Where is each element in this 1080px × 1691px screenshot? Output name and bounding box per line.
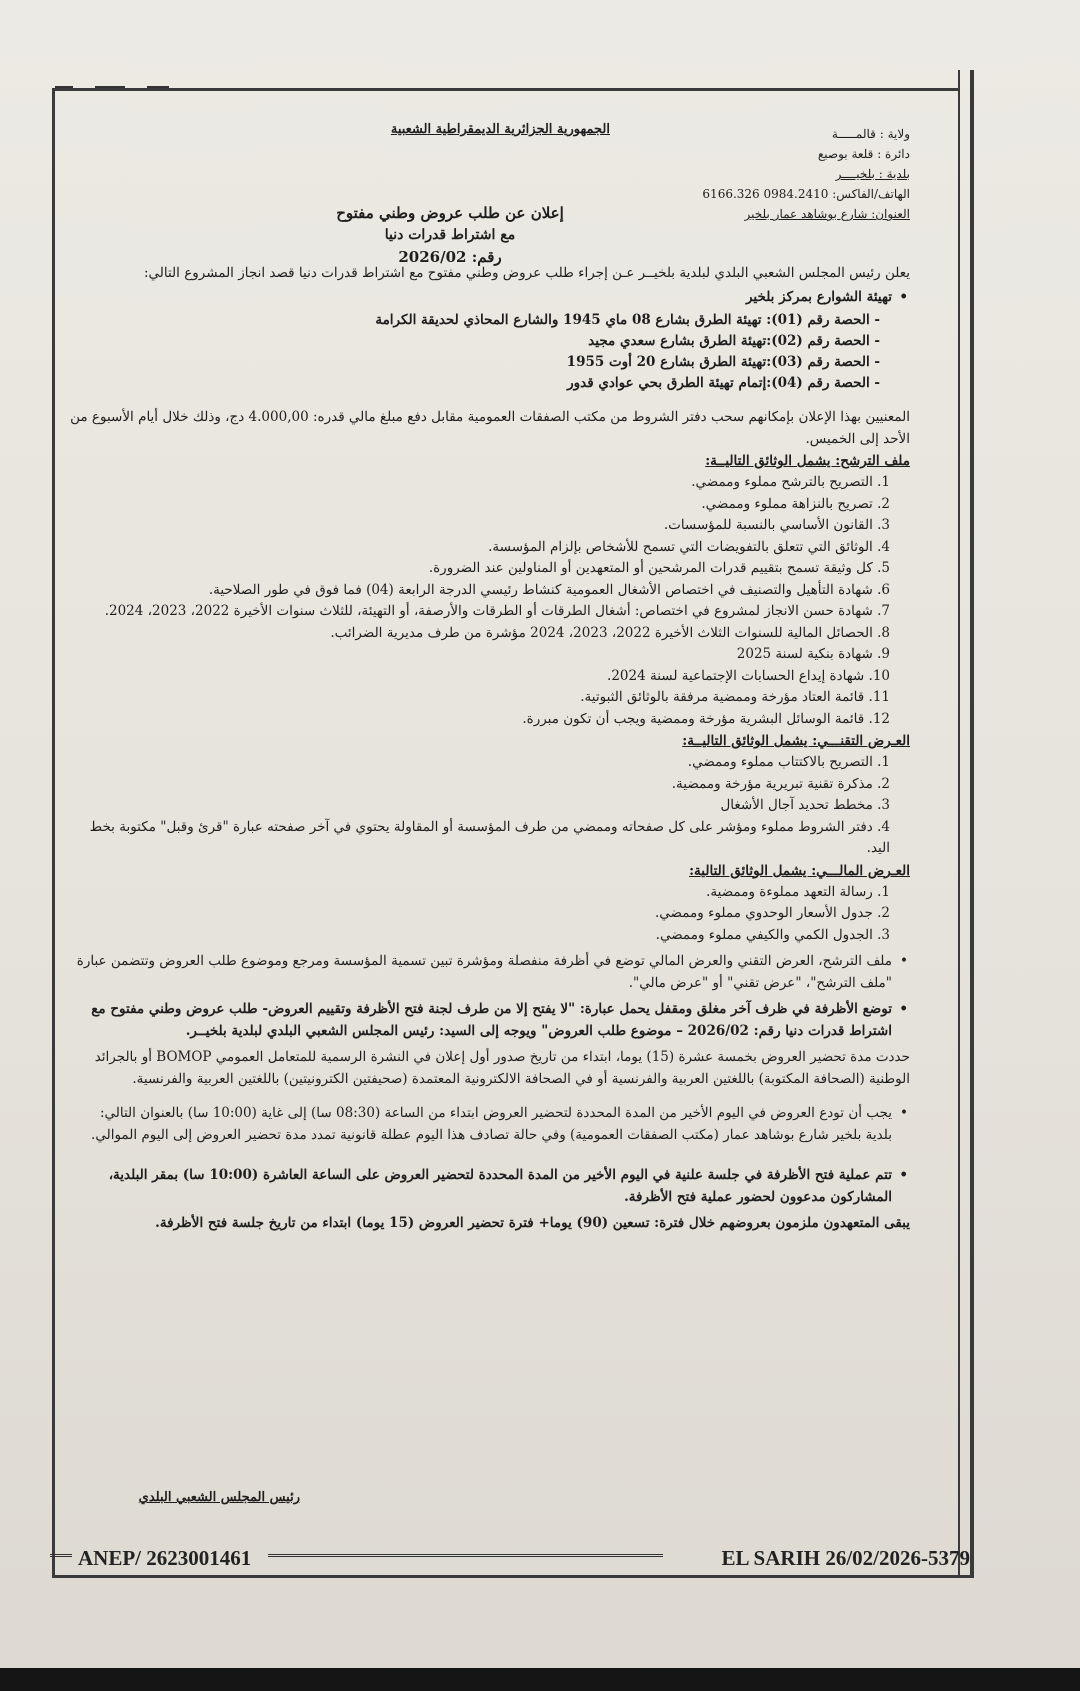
frame-top [52, 88, 960, 91]
list-item: 5. كل وثيقة تسمح بتقييم قدرات المرشحين أو المتعهدين أو المناولين عند الضرورة. [428, 560, 890, 576]
phone-line: الهاتف/الفاكس: 0984.2410 6166.326 [702, 187, 910, 201]
lots-list [70, 310, 910, 394]
financial-list [70, 882, 910, 947]
footer-rule-middle [268, 1554, 663, 1561]
lot-item: - الحصة رقم (04):إتمام تهيئة الطرق بحي عوادي قدور [567, 375, 880, 391]
daira-line: دائرة : قلعة بوصبع [817, 147, 910, 161]
frame-left [52, 88, 55, 1578]
notice-body [70, 262, 910, 1234]
footer-rule-left [50, 1554, 72, 1561]
lot-item: - الحصة رقم (01): تهيئة الطرق بشارع 08 ماي 1945 والشارع المحاذي لحديقة الكرامة [375, 312, 880, 328]
duration-paragraph: حددت مدة تحضير العروض بخمسة عشرة (15) يوما، ابتداء من تاريخ صدور أول إعلان في النشرة الرسمية للمتعامل العمومي BOMOP أو بالجرائد الوطنية (الصحافة المكتوبة) باللغتين العربية والفرنسية أو في الصحافة الالكترونية المعتمدة (صحيفتين الكترونيتين) باللغتين العربية والفرنسية. [94, 1049, 910, 1087]
frame-right [970, 70, 974, 1578]
intro-paragraph: يعلن رئيس المجلس الشعبي البلدي لبلدية بلخيــر عـن إجراء طلب عروض وطني مفتوح مع اشتراط قدرات دنيا قصد انجاز المشروع التالي: [143, 265, 910, 281]
lot-item: - الحصة رقم (03):تهيئة الطرق بشارع 20 أوت 1955 [566, 354, 880, 370]
list-item: 11. قائمة العتاد مؤرخة وممضية مرفقة بالوثائق الثبوتية. [580, 689, 890, 705]
list-item: 6. شهادة التأهيل والتصنيف في اختصاص الأشغال العمومية كنشاط رئيسي الدرجة الرابعة (04) فما فوق في طور الصلاحية. [208, 581, 890, 598]
list-item: 7. شهادة حسن الانجاز لمشروع في اختصاص: أشغال الطرقات أو الطرقات والأرصفة، أو التهيئة، للثلاث سنوات الأخيرة 2022، 2023، 2024. [104, 603, 890, 619]
list-item: 1. التصريح بالاكتتاب مملوء وممضي. [687, 754, 890, 770]
top-print-marks [55, 76, 205, 81]
list-item: 8. الحصائل المالية للسنوات الثلاث الأخيرة 2022، 2023، 2024 مؤشرة من طرف مديرية الضرائب. [330, 624, 890, 641]
envelopes-paragraph-1: • ملف الترشح، العرض التقني والعرض المالي توضع في أظرفة منفصلة ومؤشرة تبين تسمية المؤسسة ومرجع وموضوع طلب العروض وتتضمن عبارة "ملف الترشح"، "عرض تقني" أو "عرض مالي". [70, 950, 910, 994]
newspaper-footer [50, 1542, 970, 1574]
list-item: 10. شهادة إيداع الحسابات الإجتماعية لسنة 2024. [607, 667, 890, 684]
republic-title: الجمهورية الجزائرية الديمقراطية الشعبية [390, 122, 610, 137]
anep-reference: ANEP/ 2623001461 [78, 1546, 252, 1570]
opening-paragraph: • تتم عملية فتح الأظرفة في جلسة علنية في اليوم الأخير من المدة المحددة لتحضير العروض على الساعة العاشرة (10:00 سا) بمقر البلدية، المشاركون مدعوون لحضور عملية فتح الأظرفة. [70, 1164, 910, 1208]
frame-bottom [52, 1575, 974, 1578]
list-item: 1. التصريح بالترشح مملوء وممضي. [691, 474, 890, 490]
list-item: 2. مذكرة تقنية تبريرية مؤرخة وممضية. [671, 775, 890, 792]
title-line-1: إعلان عن طلب عروض وطني مفتوح [336, 204, 564, 222]
wilaya-line: ولاية : قالمـــــة [831, 127, 910, 141]
validity-paragraph: يبقى المتعهدون ملزمون بعروضهم خلال فترة: تسعين (90) يوما+ فترة تحضير العروض (15 يوما) ابتداء من تاريخ جلسة فتح الأظرفة. [155, 1215, 910, 1231]
issuer-header [702, 124, 910, 224]
page-edge-shadow [0, 1668, 1080, 1691]
list-item: 2. جدول الأسعار الوحدوي مملوء وممضي. [655, 905, 890, 921]
newspaper-reference: EL SARIH 26/02/2026-5379 [721, 1546, 970, 1570]
deposit-paragraph: • يجب أن تودع العروض في اليوم الأخير من المدة المحددة لتحضير العروض ابتداء من الساعة (08:30 سا) إلى غاية (10:00 سا) بالعنوان التالي: بلدية بلخير شارع بوشاهد عمار (مكتب الصفقات العمومية) وفي حالة تصادف هذا اليوم عطلة قانونية تمدد مدة تحضير العروض إلى اليوم الموالي. [70, 1102, 910, 1146]
list-item: 3. القانون الأساسي بالنسبة للمؤسسات. [663, 517, 890, 533]
commune-line: بلدية : بلخيــــر [835, 167, 910, 181]
list-item: 9. شهادة بنكية لسنة 2025 [736, 646, 890, 662]
tender-notice [70, 110, 910, 1550]
list-item: 3. مخطط تحديد آجال الأشغال [720, 797, 890, 813]
withdrawal-paragraph: المعنيين بهذا الإعلان بإمكانهم سحب دفتر الشروط من مكتب الصفقات العمومية مقابل دفع مبلغ مالي قدره: 4.000,00 دج، وذلك خلال أيام الأسبوع من الأحد إلى الخميس. [70, 409, 910, 447]
financial-title: العـرض المالـــي: يشمل الوثائق التالية: [689, 862, 910, 879]
candidacy-title: ملف الترشح: يشمل الوثائق التاليــة: [705, 453, 910, 469]
list-item: 12. قائمة الوسائل البشرية مؤرخة وممضية ويجب أن تكون مبررة. [522, 710, 890, 727]
project-name: • تهيئة الشوارع بمركز بلخير [70, 286, 910, 308]
technical-list [70, 752, 910, 860]
list-item: 1. رسالة التعهد مملوءة وممضية. [706, 883, 890, 900]
list-item: 4. دفتر الشروط مملوء ومؤشر على كل صفحاته وممضي من طرف المؤسسة أو المقاولة يحتوي في آخر صفحته عبارة "قرئ وقبل" مكتوبة بخط اليد. [89, 818, 890, 856]
list-item: 2. تصريح بالنزاهة مملوء وممضي. [701, 495, 890, 512]
technical-title: العـرض التقنـــي: يشمل الوثائق التاليــة: [682, 733, 910, 749]
lot-item: - الحصة رقم (02):تهيئة الطرق بشارع سعدي مجيد [588, 333, 880, 349]
list-item: 4. الوثائق التي تتعلق بالتفويضات التي تسمح للأشخاص بإلزام المؤسسة. [488, 538, 890, 555]
envelopes-paragraph-2: • توضع الأظرفة في ظرف آخر مغلق ومقفل يحمل عبارة: "لا يفتح إلا من طرف لجنة فتح الأظرفة وتقييم العروض- طلب عروض وطني مفتوح مع اشتراط قدرات دنيا رقم: 2026/02 – موضوع طلب العروض" ويوجه إلى السيد: رئيس المجلس الشعبي البلدي لبلدية بلخيــر. [70, 998, 910, 1042]
address-line: العنوان: شارع بوشاهد عمار بلخير [744, 207, 910, 221]
candidacy-list [70, 472, 910, 730]
title-line-2: مع اشتراط قدرات دنيا [384, 227, 516, 243]
frame-right-inner [958, 70, 960, 1578]
notice-title [290, 202, 610, 268]
title-line-3: رقم: 2026/02 [398, 248, 502, 266]
list-item: 3. الجدول الكمي والكيفي مملوء وممضي. [655, 926, 890, 943]
signatory-title: رئيس المجلس الشعبي البلدي [138, 1490, 300, 1505]
